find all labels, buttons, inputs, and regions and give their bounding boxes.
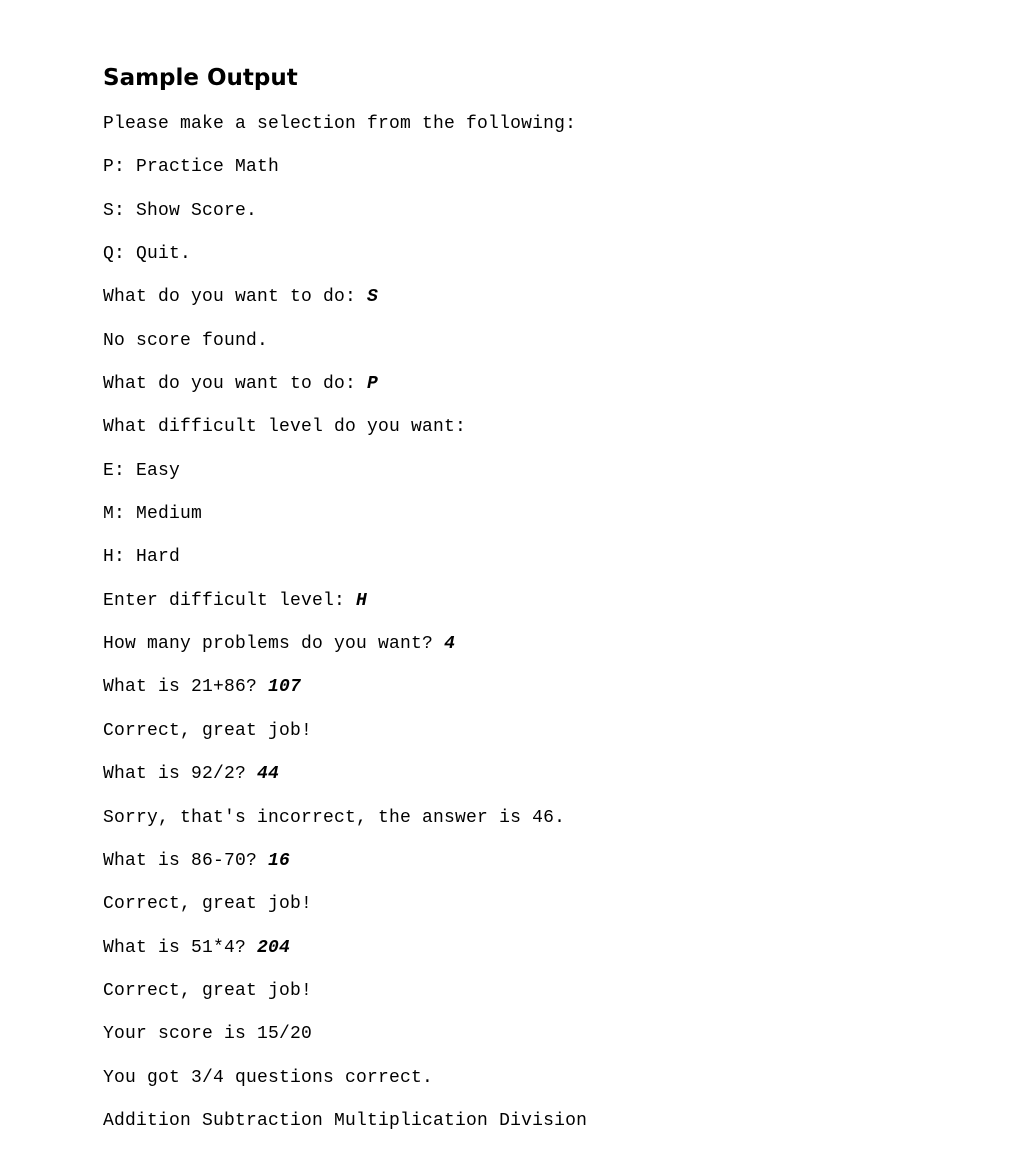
output-line-text: Please make a selection from the following:	[103, 114, 577, 134]
page-title: Sample Output	[103, 65, 298, 91]
output-line-text: Correct, great job!	[103, 980, 313, 1001]
output-line-text: Your score is 15/20	[103, 1024, 313, 1045]
output-line-text: Sorry, that's incorrect, the answer is 46.	[103, 807, 566, 828]
output-line	[103, 981, 983, 1024]
output-line	[103, 764, 983, 807]
output-line	[103, 461, 983, 504]
output-line-text: E: Easy	[103, 460, 181, 481]
output-line	[103, 331, 983, 374]
user-input-answer: S	[367, 287, 379, 308]
output-line	[103, 1068, 983, 1111]
output-line	[103, 417, 983, 460]
output-line	[103, 677, 983, 720]
document-page	[103, 62, 983, 1154]
output-line-text: What difficult level do you want:	[103, 417, 467, 438]
output-line-text: What is 21+86?	[103, 677, 269, 698]
output-line	[103, 1024, 983, 1067]
output-line	[103, 114, 983, 157]
output-line	[103, 591, 983, 634]
output-line-text: Correct, great job!	[103, 720, 313, 741]
output-line-text: Enter difficult level:	[103, 590, 357, 611]
output-line-text: What do you want to do:	[103, 374, 368, 395]
output-line-text: You got 3/4 questions correct.	[103, 1067, 434, 1088]
user-input-answer: H	[356, 590, 368, 611]
output-line-text: Correct, great job!	[103, 894, 313, 915]
sample-output-block	[103, 114, 983, 1154]
output-line	[103, 634, 983, 677]
output-line-text: What is 92/2?	[103, 764, 258, 785]
output-line	[103, 374, 983, 417]
output-line-text: What is 51*4?	[103, 937, 258, 958]
output-line	[103, 894, 983, 937]
output-line	[103, 504, 983, 547]
output-line-text: What is 86-70?	[103, 850, 269, 871]
output-line-text: S: Show Score.	[103, 200, 258, 221]
output-line	[103, 547, 983, 590]
output-line-text: M: Medium	[103, 504, 203, 525]
output-line-text: H: Hard	[103, 547, 181, 568]
output-line-text: P: Practice Math	[103, 157, 280, 178]
output-line	[103, 287, 983, 330]
output-line-text: No score found.	[103, 330, 269, 351]
output-line-text: How many problems do you want?	[103, 634, 445, 655]
output-line	[103, 721, 983, 764]
user-input-answer: 204	[257, 937, 291, 958]
user-input-answer: 4	[444, 634, 456, 655]
output-line	[103, 157, 983, 200]
user-input-answer: 16	[268, 850, 291, 871]
output-line-text: Addition Subtraction Multiplication Division	[103, 1110, 588, 1131]
output-line	[103, 808, 983, 851]
output-line-text: What do you want to do:	[103, 287, 368, 308]
user-input-answer: 107	[268, 677, 302, 698]
user-input-answer: P	[367, 374, 379, 395]
output-line	[103, 938, 983, 981]
output-line	[103, 851, 983, 894]
output-line-text: Q: Quit.	[103, 244, 192, 265]
output-line	[103, 244, 983, 287]
output-line	[103, 201, 983, 244]
user-input-answer: 44	[257, 764, 280, 785]
